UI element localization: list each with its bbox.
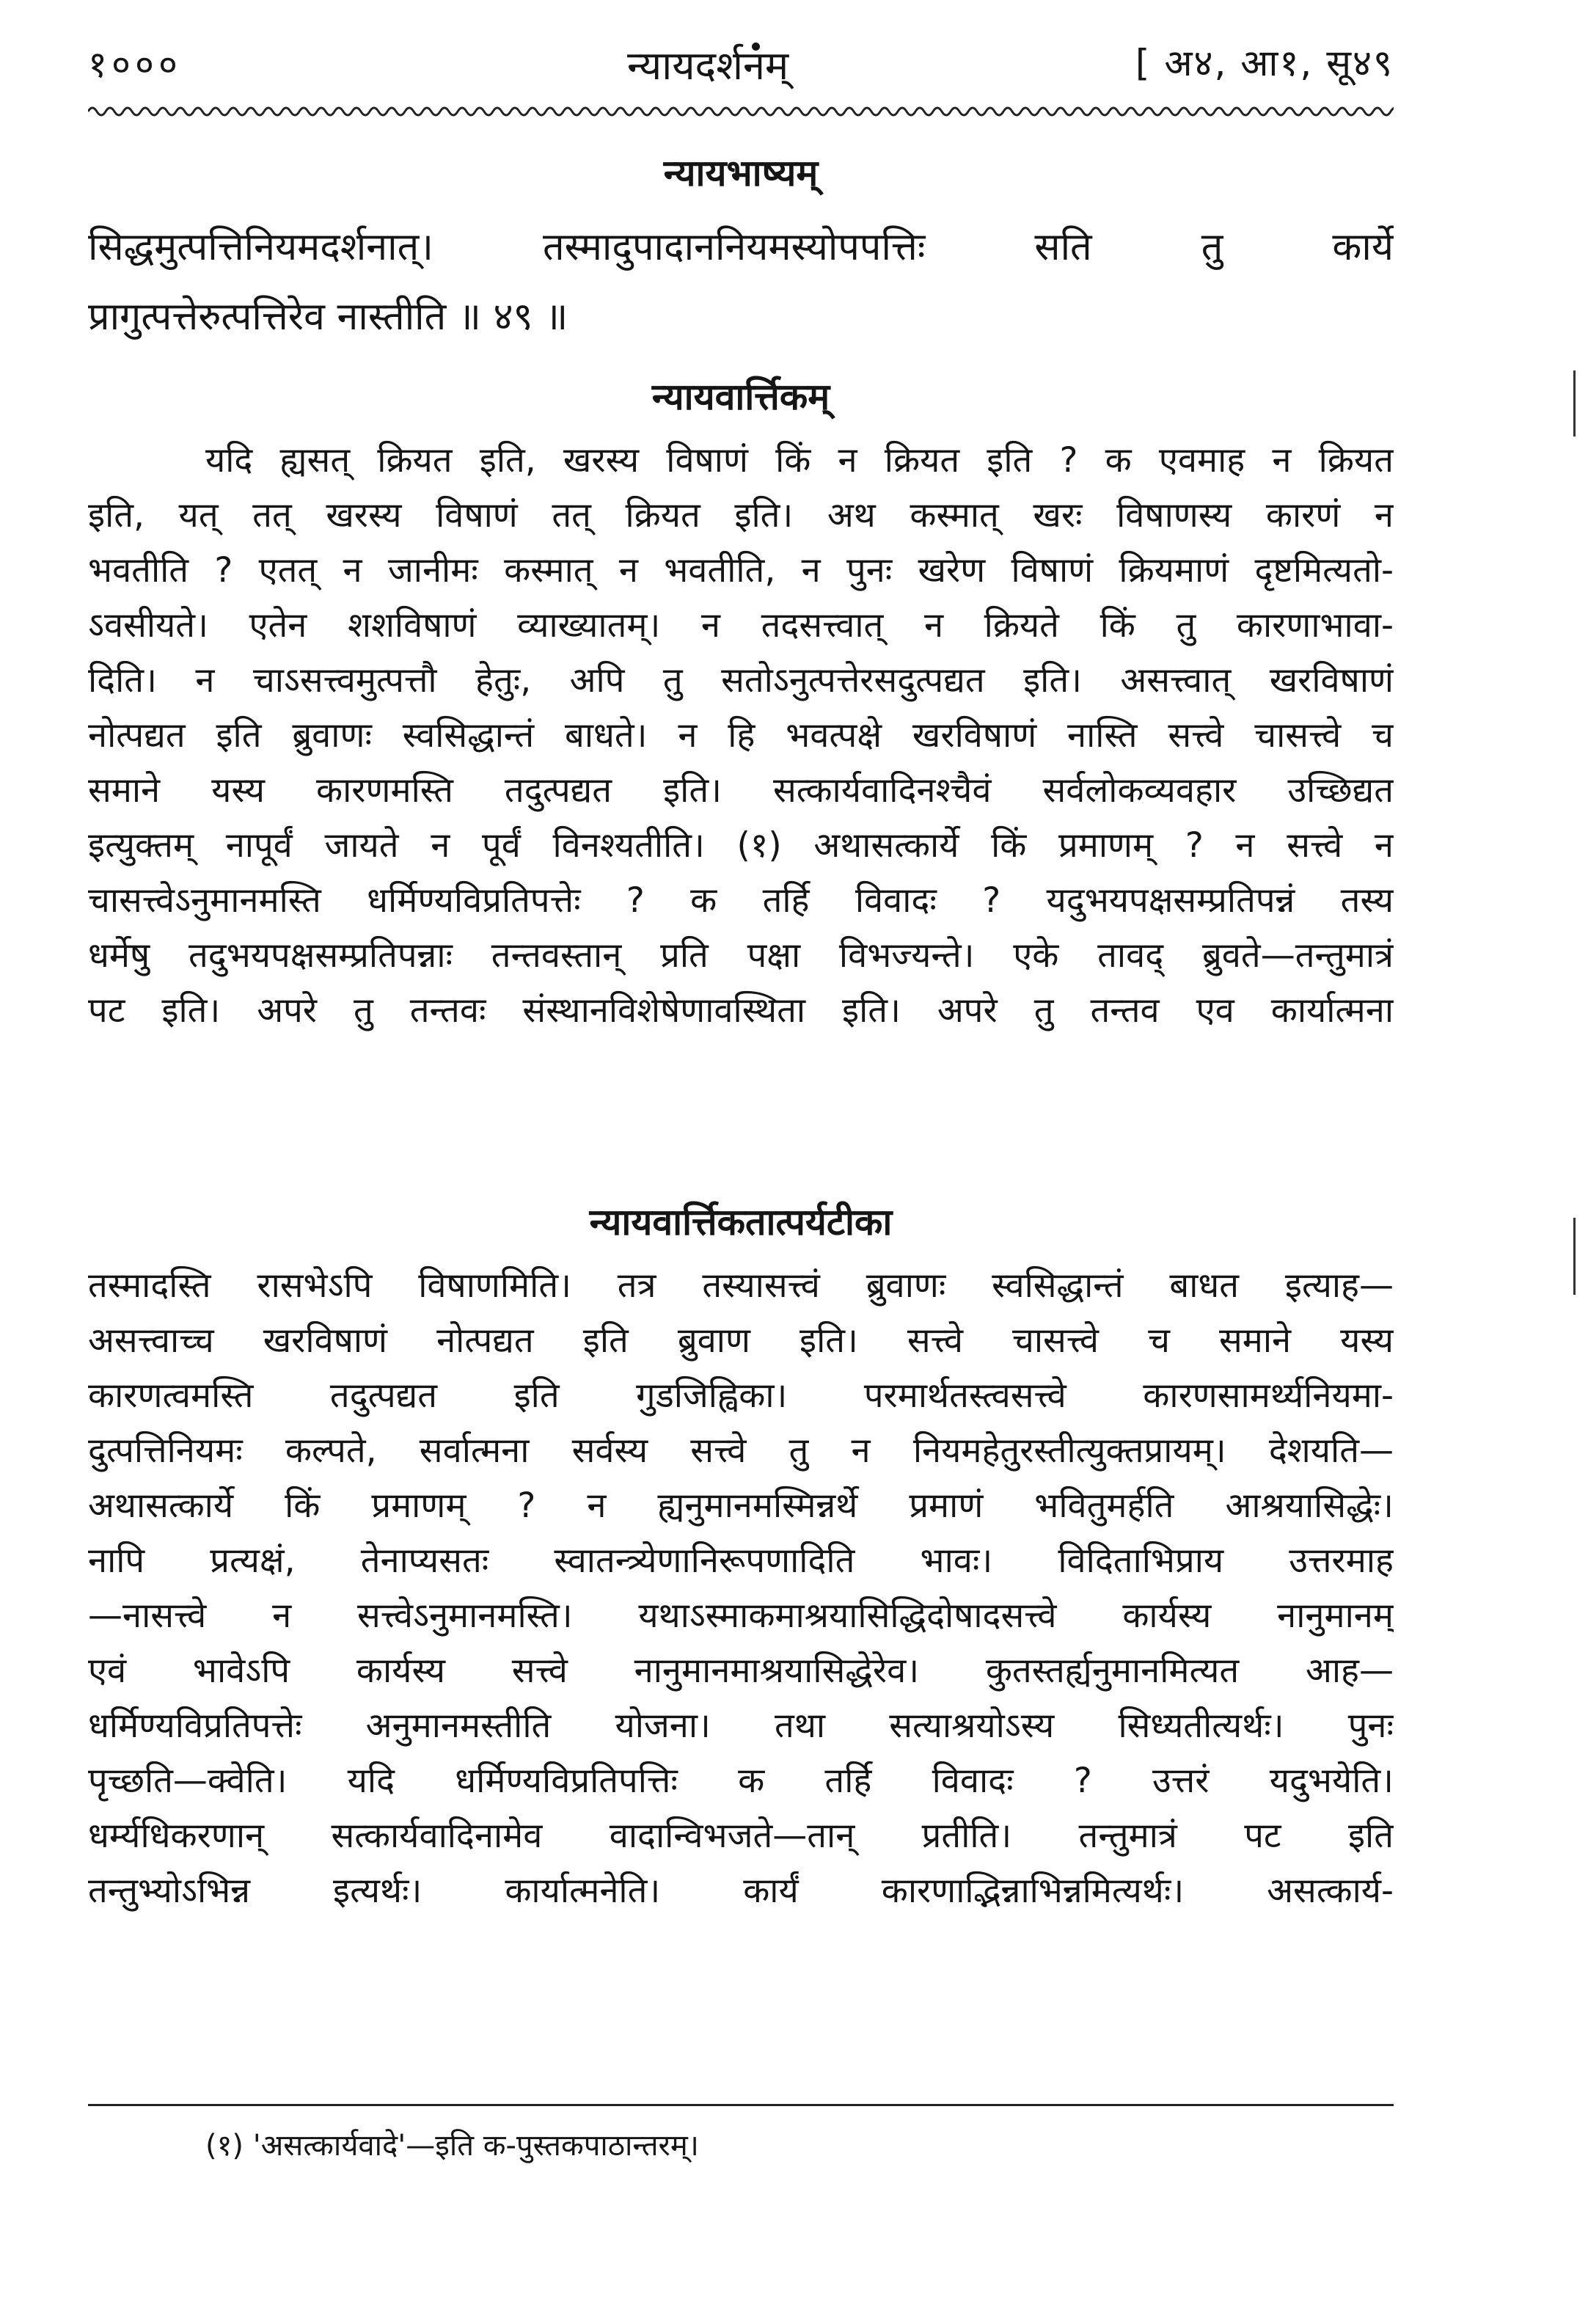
text-line: तस्मादस्ति रासभेऽपि विषाणमिति। तत्र तस्यासत्त्वं ब्रुवाणः स्वसिद्धान्तं बाधत इत्याह— — [88, 1265, 1394, 1306]
varttika-title: न्यायवार्त्तिकम् — [651, 376, 830, 418]
footnote-rule — [88, 2104, 1394, 2106]
text-line: पट इति। अपरे तु तन्तवः संस्थानविशेषेणावस्थिता इति। अपरे तु तन्तव एव कार्यात्मना — [88, 990, 1394, 1031]
text-line: कारणत्वमस्ति तदुत्पद्यत इति गुडजिह्विका। परमार्थतस्त्वसत्त्वे कारणसामर्थ्यनियमा- — [88, 1375, 1394, 1416]
text-line: इति, यत् तत् खरस्य विषाणं तत् क्रियत इति। अथ कस्मात् खरः विषाणस्य कारणं न — [88, 495, 1394, 536]
footnote: (१) 'असत्कार्यवादे'—इति क-पुस्तकपाठान्तरम्। — [205, 2129, 699, 2163]
text-line: दिति। न चाऽसत्त्वमुत्पत्तौ हेतुः, अपि तु सतोऽनुत्पत्तेरसदुत्पद्यत इति। असत्त्वात् खरविषाणं — [88, 660, 1394, 701]
text-line: समाने यस्य कारणमस्ति तदुत्पद्यत इति। सत्कार्यवादिनश्चैवं सर्वलोकव्यवहार उच्छिद्यत — [88, 770, 1394, 811]
chapter-reference: [ अ४, आ१, सू४९ — [1135, 42, 1394, 84]
tika-title: न्यायवार्त्तिकतात्पर्यटीका — [589, 1201, 893, 1243]
text-line: तन्तुभ्योऽभिन्न इत्यर्थः। कार्यात्मनेति। कार्यं कारणाद्भिन्नाभिन्नमित्यर्थः। असत्कार्य- — [88, 1871, 1394, 1911]
page-header — [88, 29, 1394, 95]
scan-edge-mark — [1573, 1218, 1576, 1295]
text-line: धर्मेषु तदुभयपक्षसम्प्रतिपन्नाः तन्तवस्तान् प्रति पक्षा विभज्यन्ते। एके तावद् ब्रुवते—तन्तुमात्रं — [88, 935, 1394, 976]
text-line: असत्त्वाच्च खरविषाणं नोत्पद्यत इति ब्रुवाण इति। सत्त्वे चासत्त्वे च समाने यस्य — [88, 1320, 1394, 1361]
bhashya-text — [88, 213, 1394, 352]
text-line: पृच्छति—क्वेति। यदि धर्मिण्यविप्रतिपत्तिः क तर्हि विवादः ? उत्तरं यदुभयेति। — [88, 1761, 1394, 1801]
scan-edge-mark — [1573, 370, 1576, 436]
text-line: भवतीति ? एतत् न जानीमः कस्मात् न भवतीति, न पुनः खरेण विषाणं क्रियमाणं दृष्टमित्यतो- — [88, 550, 1394, 591]
running-title: न्यायदर्शनम् — [627, 43, 789, 89]
text-line: चासत्त्वेऽनुमानमस्ति धर्मिण्यविप्रतिपत्तेः ? क तर्हि विवादः ? यदुभयपक्षसम्प्रतिपन्नं तस्य — [88, 880, 1394, 921]
text-line: ऽवसीयते। एतेन शशविषाणं व्याख्यातम्। न तदसत्त्वात् न क्रियते किं तु कारणाभावा- — [88, 605, 1394, 646]
text-line: नोत्पद्यत इति ब्रुवाणः स्वसिद्धान्तं बाधते। न हि भवत्पक्षे खरविषाणं नास्ति सत्त्वे चासत्त्वे च — [88, 715, 1394, 756]
text-line: सिद्धमुत्पत्तिनियमदर्शनात्। तस्मादुपादाननियमस्योपपत्तिः सति तु कार्ये — [88, 225, 1394, 269]
text-line: दुत्पत्तिनियमः कल्पते, सर्वात्मना सर्वस्य सत्त्वे तु न नियमहेतुरस्तीत्युक्तप्रायम्। देशयति— — [88, 1430, 1394, 1471]
text-line: प्रागुत्पत्तेरुत्पत्तिरेव नास्तीति ॥ ४९ ॥ — [88, 295, 568, 339]
tika-text — [88, 1258, 1394, 1918]
bhashya-title: न्यायभाष्यम् — [663, 152, 819, 194]
text-line: एवं भावेऽपि कार्यस्य सत्त्वे नानुमानमाश्रयासिद्धेरेव। कुतस्तर्ह्यनुमानमित्यत आह— — [88, 1651, 1394, 1691]
text-line: —नासत्त्वे न सत्त्वेऽनुमानमस्ति। यथाऽस्माकमाश्रयासिद्धिदोषादसत्त्वे कार्यस्य नानुमानम् — [88, 1596, 1394, 1636]
text-line: अथासत्कार्ये किं प्रमाणम् ? न ह्यनुमानमस्मिन्नर्थे प्रमाणं भवितुमर्हति आश्रयासिद्धेः। — [88, 1486, 1394, 1526]
text-line: नापि प्रत्यक्षं, तेनाप्यसतः स्वातन्त्र्येणानिरूपणादिति भावः। विदिताभिप्राय उत्तरमाह — [88, 1541, 1394, 1581]
text-line: धर्मिण्यविप्रतिपत्तेः अनुमानमस्तीति योजना। तथा सत्याश्रयोऽस्य सिध्यतीत्यर्थः। पुनः — [88, 1706, 1394, 1746]
header-wavy-rule — [88, 103, 1394, 120]
text-line: इत्युक्तम् नापूर्वं जायते न पूर्वं विनश्यतीति। (१) अथासत्कार्ये किं प्रमाणम् ? न सत्त्वे न — [88, 825, 1394, 866]
varttika-text — [88, 433, 1394, 1038]
text-line: यदि ह्यसत् क्रियत इति, खरस्य विषाणं किं न क्रियत इति ? क एवमाह न क्रियत — [205, 440, 1394, 480]
text-line: धर्म्यधिकरणान् सत्कार्यवादिनामेव वादान्विभजते—तान् प्रतीति। तन्तुमात्रं पट इति — [88, 1816, 1394, 1856]
page-number: १००० — [88, 43, 182, 86]
